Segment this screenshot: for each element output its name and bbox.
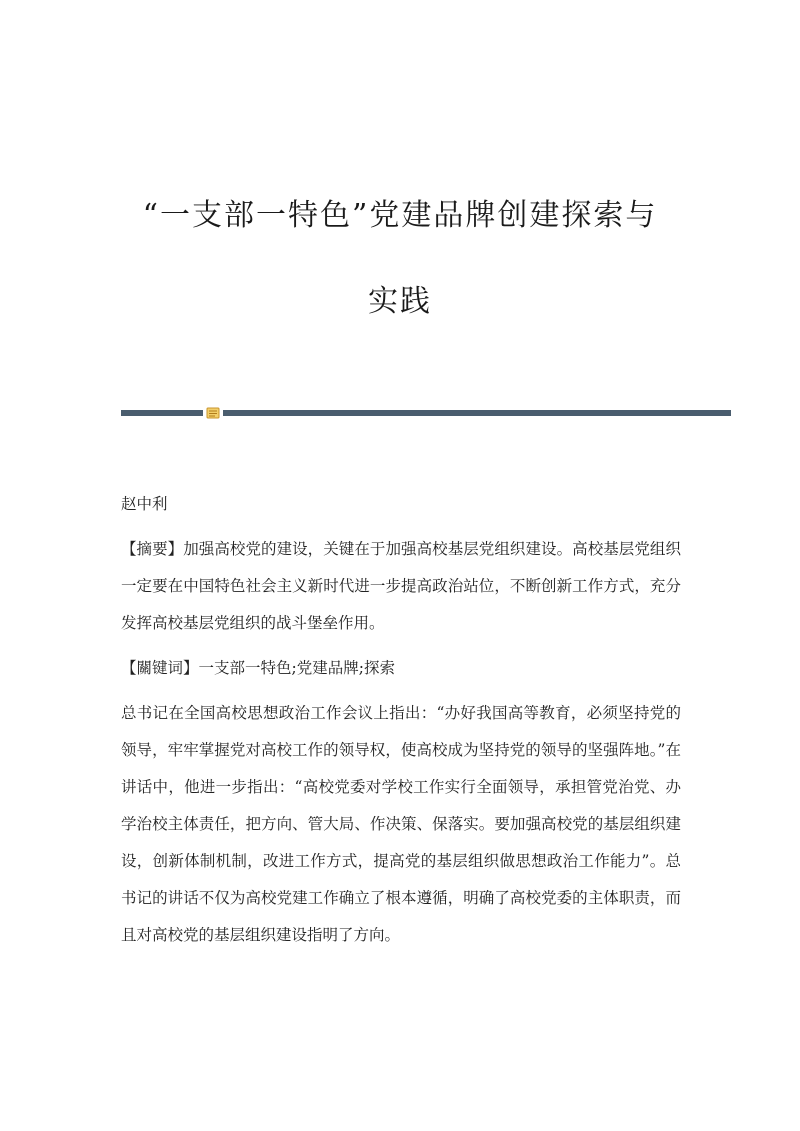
title-divider (121, 406, 731, 422)
document-title-line-2: 实践 (368, 284, 432, 319)
keywords-text: 一支部一特色;党建品牌;探索 (198, 659, 395, 677)
abstract-paragraph (121, 531, 681, 642)
document-title-line-1: “一支部一特色”党建品牌创建探索与 (142, 198, 658, 233)
document-icon (206, 406, 220, 420)
abstract-text: 加强高校党的建设，关键在于加强高校基层党组织建设。高校基层党组织一定要在中国特色社会主义新时代进一步提高政治站位，不断创新工作方式，充分发挥高校基层党组织的战斗堡垒作用。 (121, 540, 681, 632)
keywords-paragraph (121, 650, 681, 687)
document-body (121, 486, 681, 954)
divider-bar-left (121, 410, 203, 416)
divider-bar-right (223, 410, 731, 416)
author-name: 赵中利 (121, 495, 168, 513)
body-paragraph: 总书记在全国高校思想政治工作会议上指出：“办好我国高等教育，必须坚持党的领导，牢牢掌握党对高校工作的领导权，使高校成为坚持党的领导的坚强阵地。”在讲话中，他进一步指出：“高校党委对学校工作实行全面领导，承担管党治党、办学治校主体责任，把方向、管大局、作决策、保落实。要加强高校党的基层组织建设，创新体制机制，改进工作方式，提高党的基层组织做思想政治工作能力”。总书记的讲话不仅为高校党建工作确立了根本遵循，明确了高校党委的主体职责，而且对高校党的基层组织建设指明了方向。 (121, 704, 681, 944)
keywords-label: 【關键词】 (121, 659, 199, 677)
abstract-label: 【摘要】 (121, 540, 184, 558)
